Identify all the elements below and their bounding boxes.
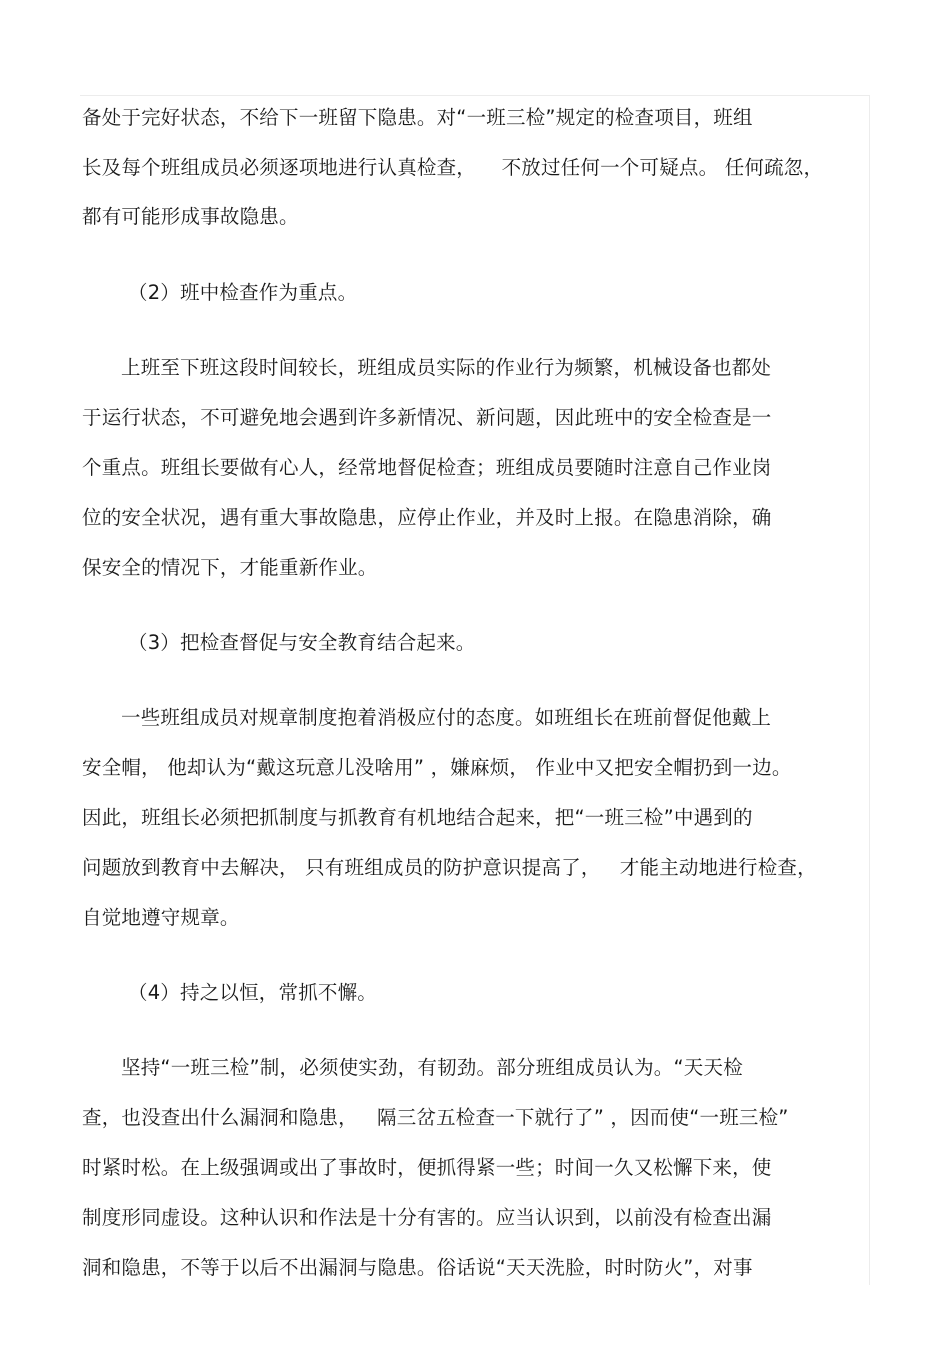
page-border-right [869, 95, 870, 1285]
paragraph-line: 保安全的情况下，才能重新作业。 [82, 556, 378, 579]
paragraph-line: 时紧时松。在上级强调或出了事故时，便抓得紧一些；时间一久又松懈下来，使 [82, 1156, 772, 1179]
section-heading-3: （3）把检查督促与安全教育结合起来。 [128, 631, 476, 654]
page-border-top [80, 95, 870, 96]
paragraph-line: 都有可能形成事故隐患。 [82, 205, 299, 228]
paragraph-line: 长及每个班组成员必须逐项地进行认真检查， 不放过任何一个可疑点。 任何疏忽， [82, 156, 824, 179]
paragraph-line: 个重点。班组长要做有心人，经常地督促检查；班组成员要随时注意自己作业岗 [82, 456, 772, 479]
paragraph-line: 一些班组成员对规章制度抱着消极应付的态度。如班组长在班前督促他戴上 [121, 706, 772, 729]
paragraph-line: 于运行状态，不可避免地会遇到许多新情况、新问题，因此班中的安全检查是一 [82, 406, 772, 429]
section-heading-2: （2）班中检查作为重点。 [128, 281, 358, 304]
paragraph-line: 问题放到教育中去解决， 只有班组成员的防护意识提高了， 才能主动地进行检查， [82, 856, 817, 879]
paragraph-line: 洞和隐患，不等于以后不出漏洞与隐患。俗话说“天天洗脸，时时防火”，对事 [82, 1256, 753, 1279]
paragraph-line: 自觉地遵守规章。 [82, 906, 240, 929]
paragraph-line: 位的安全状况，遇有重大事故隐患，应停止作业，并及时上报。在隐患消除，确 [82, 506, 772, 529]
paragraph-line: 查，也没查出什么漏洞和隐患， 隔三岔五检查一下就行了” ，因而使“一班三检” [82, 1106, 789, 1129]
paragraph-line: 上班至下班这段时间较长，班组成员实际的作业行为频繁，机械设备也都处 [121, 356, 772, 379]
paragraph-line: 因此，班组长必须把抓制度与抓教育有机地结合起来，把“一班三检”中遇到的 [82, 806, 753, 829]
paragraph-line: 坚持“一班三检”制，必须使实劲，有韧劲。部分班组成员认为。“天天检 [121, 1056, 743, 1079]
paragraph-line: 安全帽， 他却认为“戴这玩意儿没啥用” ，嫌麻烦， 作业中又把安全帽扔到一边。 [82, 756, 792, 779]
paragraph-line: 备处于完好状态，不给下一班留下隐患。对“一班三检”规定的检查项目，班组 [82, 106, 753, 129]
section-heading-4: （4）持之以恒，常抓不懈。 [128, 981, 378, 1004]
paragraph-line: 制度形同虚设。这种认识和作法是十分有害的。应当认识到，以前没有检查出漏 [82, 1206, 772, 1229]
